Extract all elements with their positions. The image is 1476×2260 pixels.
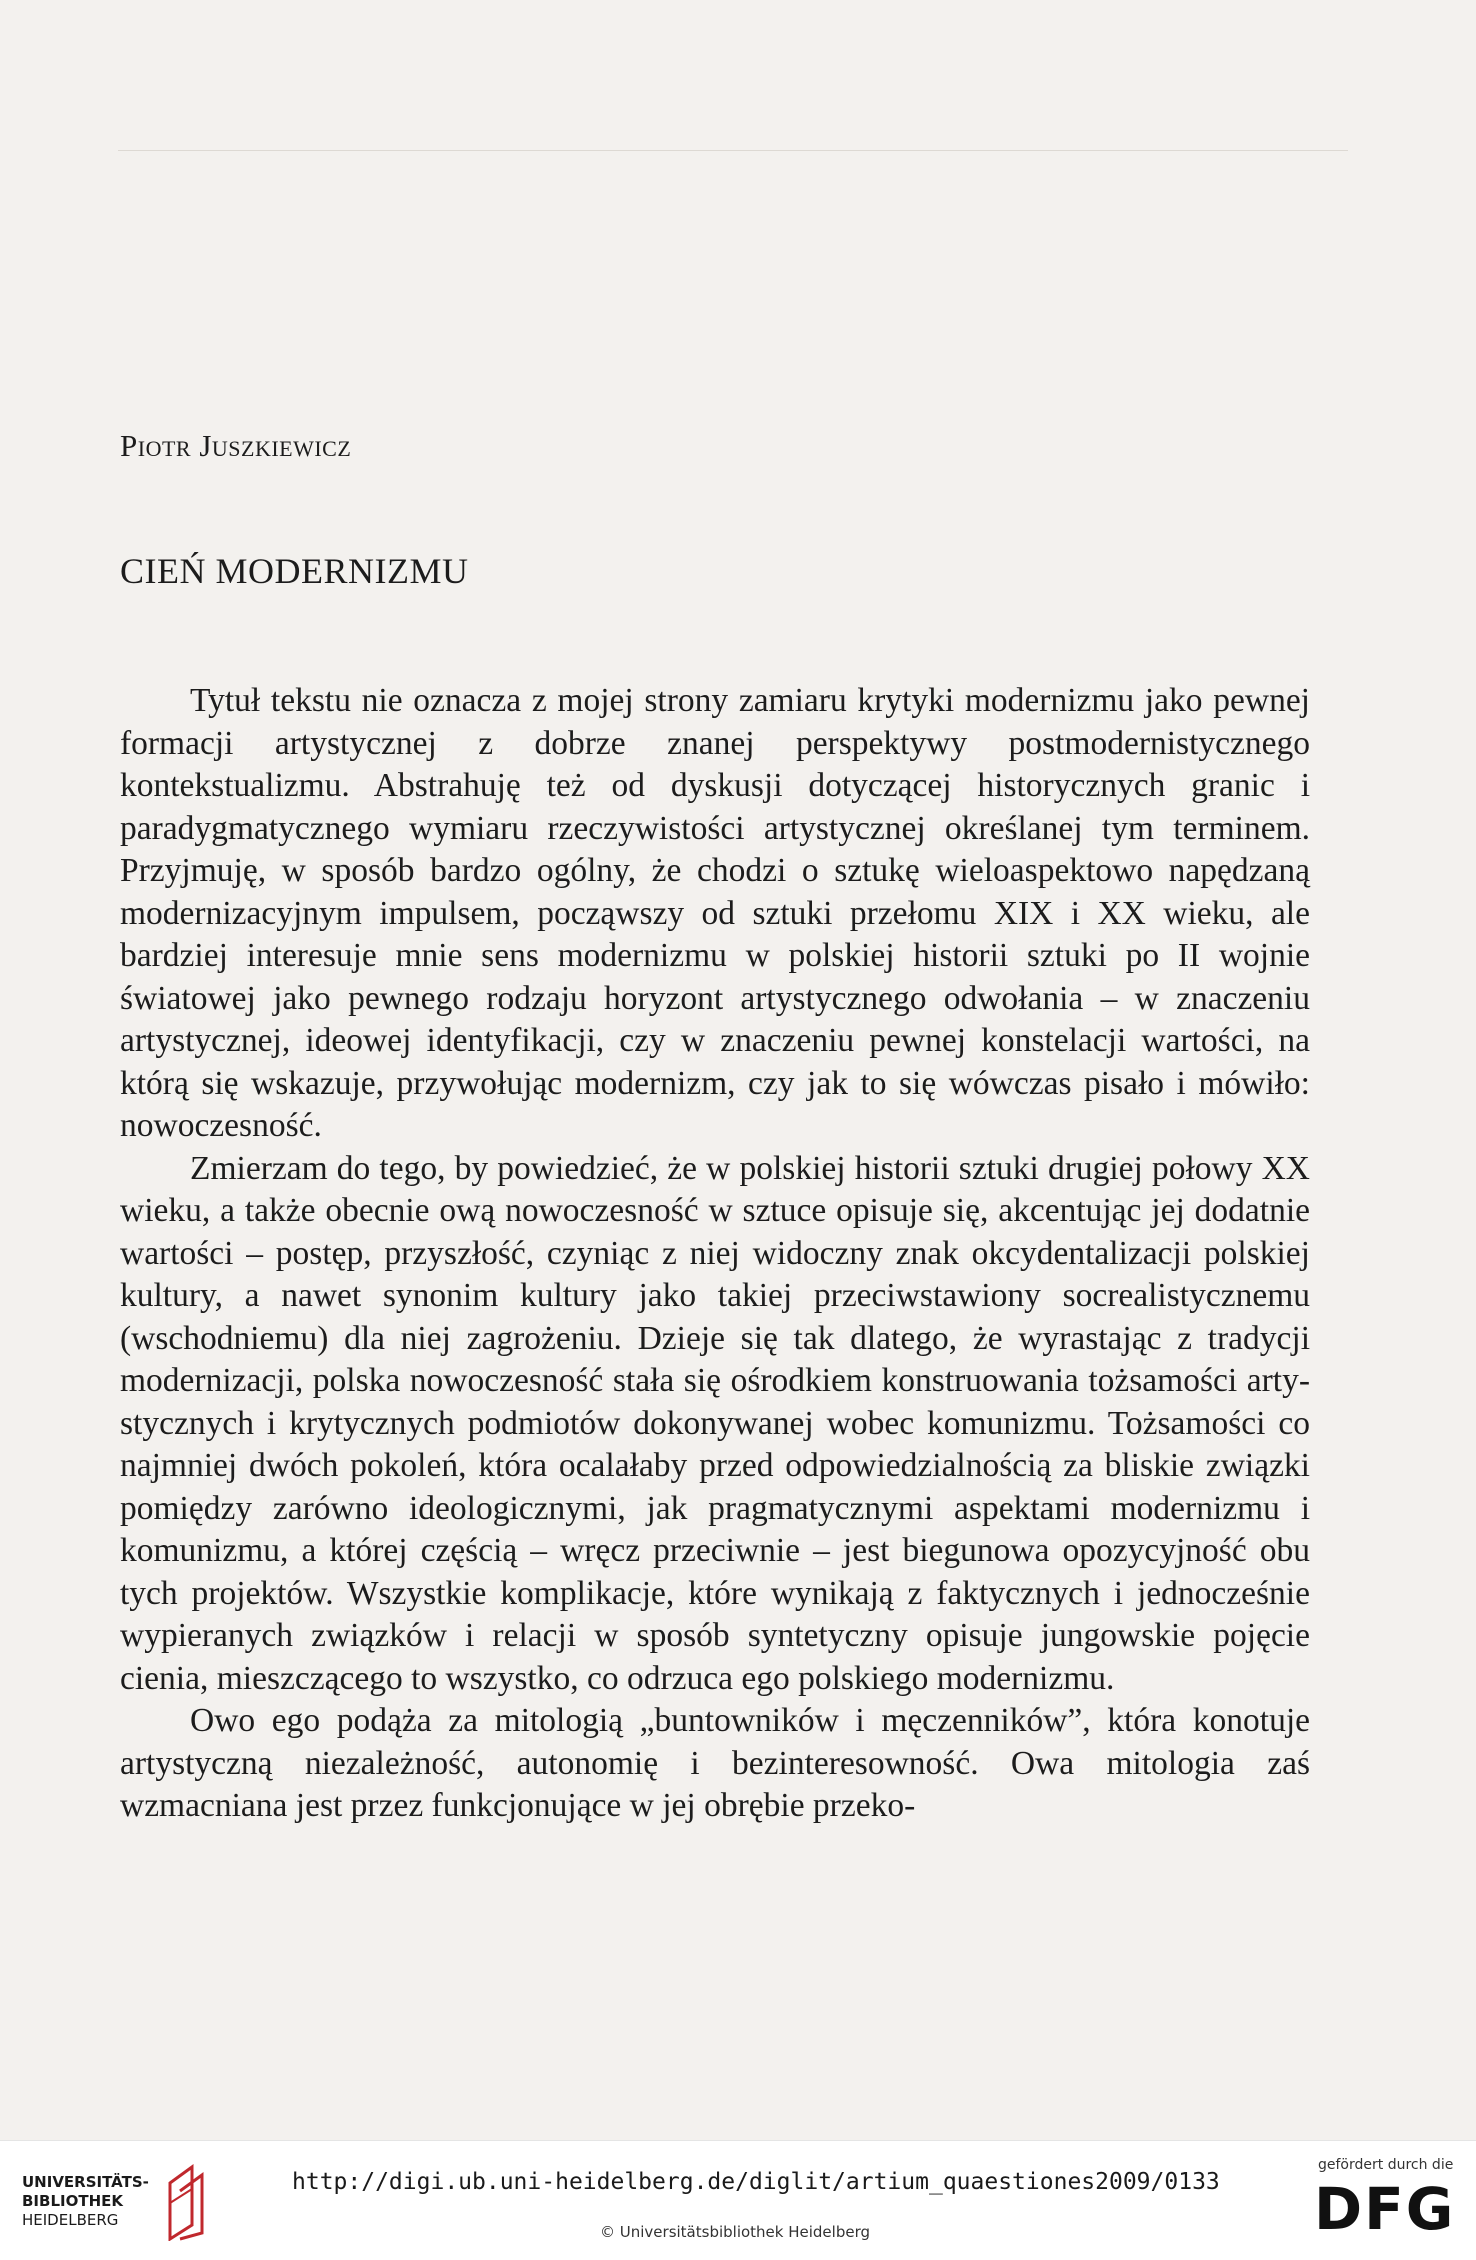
library-name-line-2: BIBLIOTHEK [22,2192,123,2210]
library-name-line-1: UNIVERSITÄTS- [22,2173,149,2191]
article-author: Piotr Juszkiewicz [120,428,352,463]
copyright-notice: © Universitätsbibliothek Heidelberg [600,2223,871,2241]
paragraph-1: Tytuł tekstu nie oznacza z mojej strony zamiaru krytyki modernizmu jako pewnej formacji artystycznej z dobrze znanej perspektywy postmodernistycznego kontekstualizmu. Abstrahuję też od dyskusji dotyczącej historycznych granic i paradygmatycznego wymiaru rzeczywistości artystycznej określanej tym terminem. Przyjmuję, w sposób bardzo ogólny, że chodzi o sztukę wieloaspektowo napędzaną modernizacyjnym impulsem, począwszy od sztuki przełomu XIX i XX wieku, ale bardziej interesuje mnie sens modernizmu w polskiej historii sztuki po II wojnie światowej jako pewnego rodzaju horyzont artystycznego odwołania – w znaczeniu artystycznej, ideowej identyfikacji, czy w znaczeniu pewnej konstelacji wartości, na którą się wskazuje, przywołując modernizm, czy jak to się wówczas pisało i mówiło: nowoczesność. [120,682,1310,1144]
paragraph-2: Zmierzam do tego, by powiedzieć, że w polskiej historii sztuki drugiej połowy XX wieku, a także obecnie ową nowoczesność w sztuce opisuje się, akcentując jej dodatnie wartości – postęp, przyszłość, czyniąc z niej widoczny znak okcydentalizacji polskiej kultury, a nawet synonim kultury jako takiej przeciwstawiony socrealistycznemu (wschodniemu) dla niej zagrożeniu. Dzieje się tak dlatego, że wyrastając z tradycji modernizacji, polska nowoczesność stała się ośrodkiem konstruowania tożsamości artystycznych i krytycznych podmiotów dokonywanej wobec komunizmu. Tożsamości co najmniej dwóch pokoleń, która ocalałaby przed odpowiedzialnością za bliskie związki pomiędzy zarówno ideologicznymi, jak pragmatycznymi aspektami modernizmu i komunizmu, a której częścią – wręcz przeciwnie – jest biegunowa opozycyjność obu tych projektów. Wszystkie komplikacje, które wynikają z faktycznych i jednocześnie wypieranych związków i relacji w sposób syntetyczny opisuje jungowskie pojęcie cienia, mieszczącego to wszystko, co odrzuca ego polskiego modernizmu. [120,1149,1310,1697]
library-emblem-icon [162,2163,210,2241]
page-header-rule [118,128,1348,151]
funder-label: gefördert durch die [1318,2157,1454,2173]
document-url-link[interactable]: http://digi.ub.uni-heidelberg.de/diglit/artium_quaestiones2009/0133 [292,2169,1220,2195]
dfg-logo[interactable]: DFG [1314,2175,1456,2243]
paragraph-3: Owo ego podąża za mitologią „buntowników i męczenników”, która konotuje artystyczną niezależność, autonomię i bezinteresowność. Owa mitologia zaś wzmacniana jest przez funkcjonujące w jej obrębie przeko- [120,1702,1310,1824]
library-name-line-3: HEIDELBERG [22,2211,119,2229]
digitization-footer [0,2140,1476,2260]
article-body [120,680,1310,1828]
library-logo[interactable] [22,2161,212,2241]
article-title: CIEŃ MODERNIZMU [120,551,469,591]
library-name [22,2173,149,2230]
